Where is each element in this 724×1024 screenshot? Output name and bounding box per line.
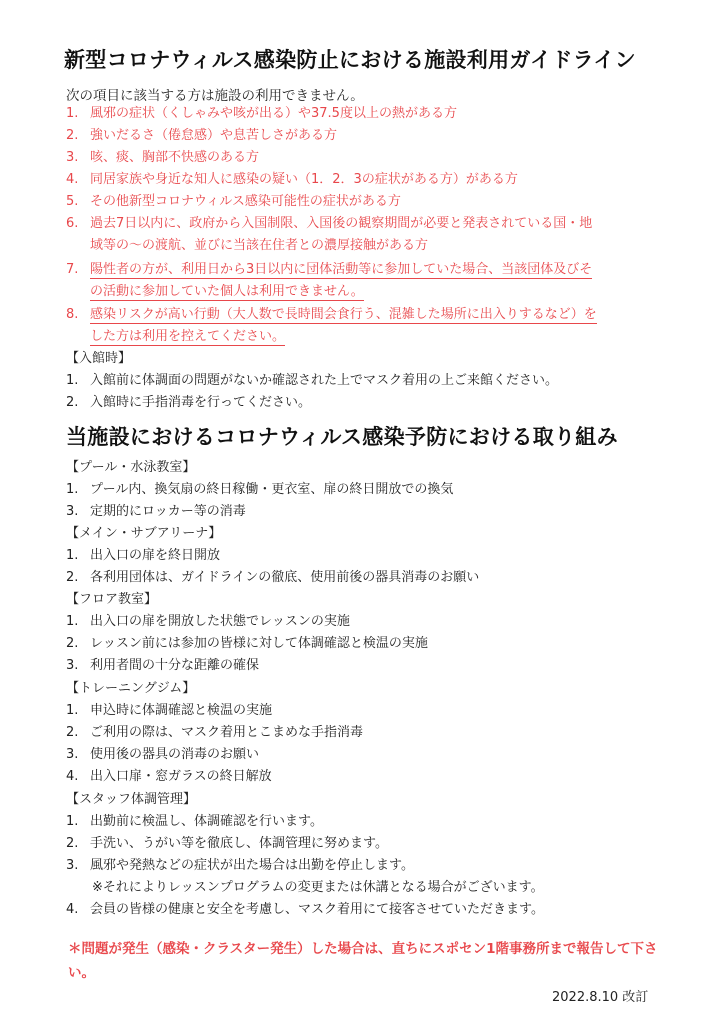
guideline-item: 2. 強いだるさ（倦怠感）や息苦しさがある方: [66, 128, 338, 143]
staff-heading: 【スタッフ体調管理】: [66, 792, 197, 807]
arena-heading: 【メイン・サブアリーナ】: [66, 526, 222, 541]
entry-heading: 【入館時】: [66, 351, 132, 366]
guideline-item: 1. 風邪の症状（くしゃみや咳が出る）や37.5度以上の熱がある方: [66, 106, 457, 121]
floor-heading: 【フロア教室】: [66, 592, 158, 607]
report-notice: ＊問題が発生（感染・クラスター発生）した場合は、直ちにスポセン1階事務所まで報告して下さい。: [68, 941, 658, 981]
prevention-title: 当施設におけるコロナウィルス感染予防における取り組み: [66, 425, 618, 449]
gym-item: 2. ご利用の際は、マスク着用とこまめな手指消毒: [66, 725, 364, 740]
guideline-intro: 次の項目に該当する方は施設の利用できません。: [66, 88, 364, 104]
guideline-item: 4. 同居家族や身近な知人に感染の疑い（1．2．3の症状がある方）がある方: [66, 172, 518, 187]
guideline-item: 6. 過去7日以内に、政府から入国制限、入国後の観察期間が必要と発表されている国・地: [66, 216, 593, 231]
guideline-item-continued: した方は利用を控えてください。: [90, 329, 286, 344]
revision-date: 2022.8.10 改訂: [552, 990, 649, 1005]
staff-item-continued: ※それによりレッスンプログラムの変更または休講となる場合がございます。: [92, 880, 544, 895]
guideline-item: 5. その他新型コロナウィルス感染可能性の症状がある方: [66, 194, 401, 209]
pool-item: 3. 定期的にロッカー等の消毒: [66, 504, 246, 519]
gym-item: 1. 申込時に体調確認と検温の実施: [66, 703, 273, 718]
arena-item: 2. 各利用団体は、ガイドラインの徹底、使用前後の器具消毒のお願い: [66, 570, 480, 585]
floor-item: 3. 利用者間の十分な距離の確保: [66, 658, 260, 673]
arena-item: 1. 出入口の扉を終日開放: [66, 548, 221, 563]
staff-item: 2. 手洗い、うがい等を徹底し、体調管理に努めます。: [66, 836, 388, 851]
gym-heading: 【トレーニングジム】: [66, 681, 196, 696]
pool-item: 1. プール内、換気扇の終日稼働・更衣室、扉の終日開放での換気: [66, 482, 454, 497]
floor-item: 1. 出入口の扉を開放した状態でレッスンの実施: [66, 614, 350, 629]
gym-item: 3. 使用後の器具の消毒のお願い: [66, 747, 260, 762]
gym-item: 4. 出入口扉・窓ガラスの終日解放: [66, 769, 272, 784]
entry-item: 2. 入館時に手指消毒を行ってください。: [66, 395, 312, 410]
entry-item: 1. 入館前に体調面の問題がないか確認された上でマスク着用の上ご来館ください。: [66, 373, 559, 388]
pool-heading: 【プール・水泳教室】: [66, 460, 196, 475]
guideline-title: 新型コロナウィルス感染防止における施設利用ガイドライン: [64, 48, 636, 72]
staff-item: 3. 風邪や発熱などの症状が出た場合は出勤を停止します。: [66, 858, 414, 873]
staff-item: 1. 出勤前に検温し、体調確認を行います。: [66, 814, 323, 829]
guideline-item-continued: の活動に参加していた個人は利用できません。: [90, 284, 364, 299]
guideline-item: 3. 咳、痰、胸部不快感のある方: [66, 150, 260, 165]
guideline-item: 7. 陽性者の方が、利用日から3日以内に団体活動等に参加していた場合、当該団体及びそ: [66, 262, 593, 277]
floor-item: 2. レッスン前には参加の皆様に対して体調確認と検温の実施: [66, 636, 428, 651]
guideline-item-continued: 域等の〜の渡航、並びに当該在住者との濃厚接触がある方: [90, 238, 429, 253]
staff-item: 4. 会員の皆様の健康と安全を考慮し、マスク着用にて接客させていただきます。: [66, 902, 544, 917]
guideline-item: 8. 感染リスクが高い行動（大人数で長時間会食行う、混雑した場所に出入りするなど）を: [66, 307, 597, 322]
